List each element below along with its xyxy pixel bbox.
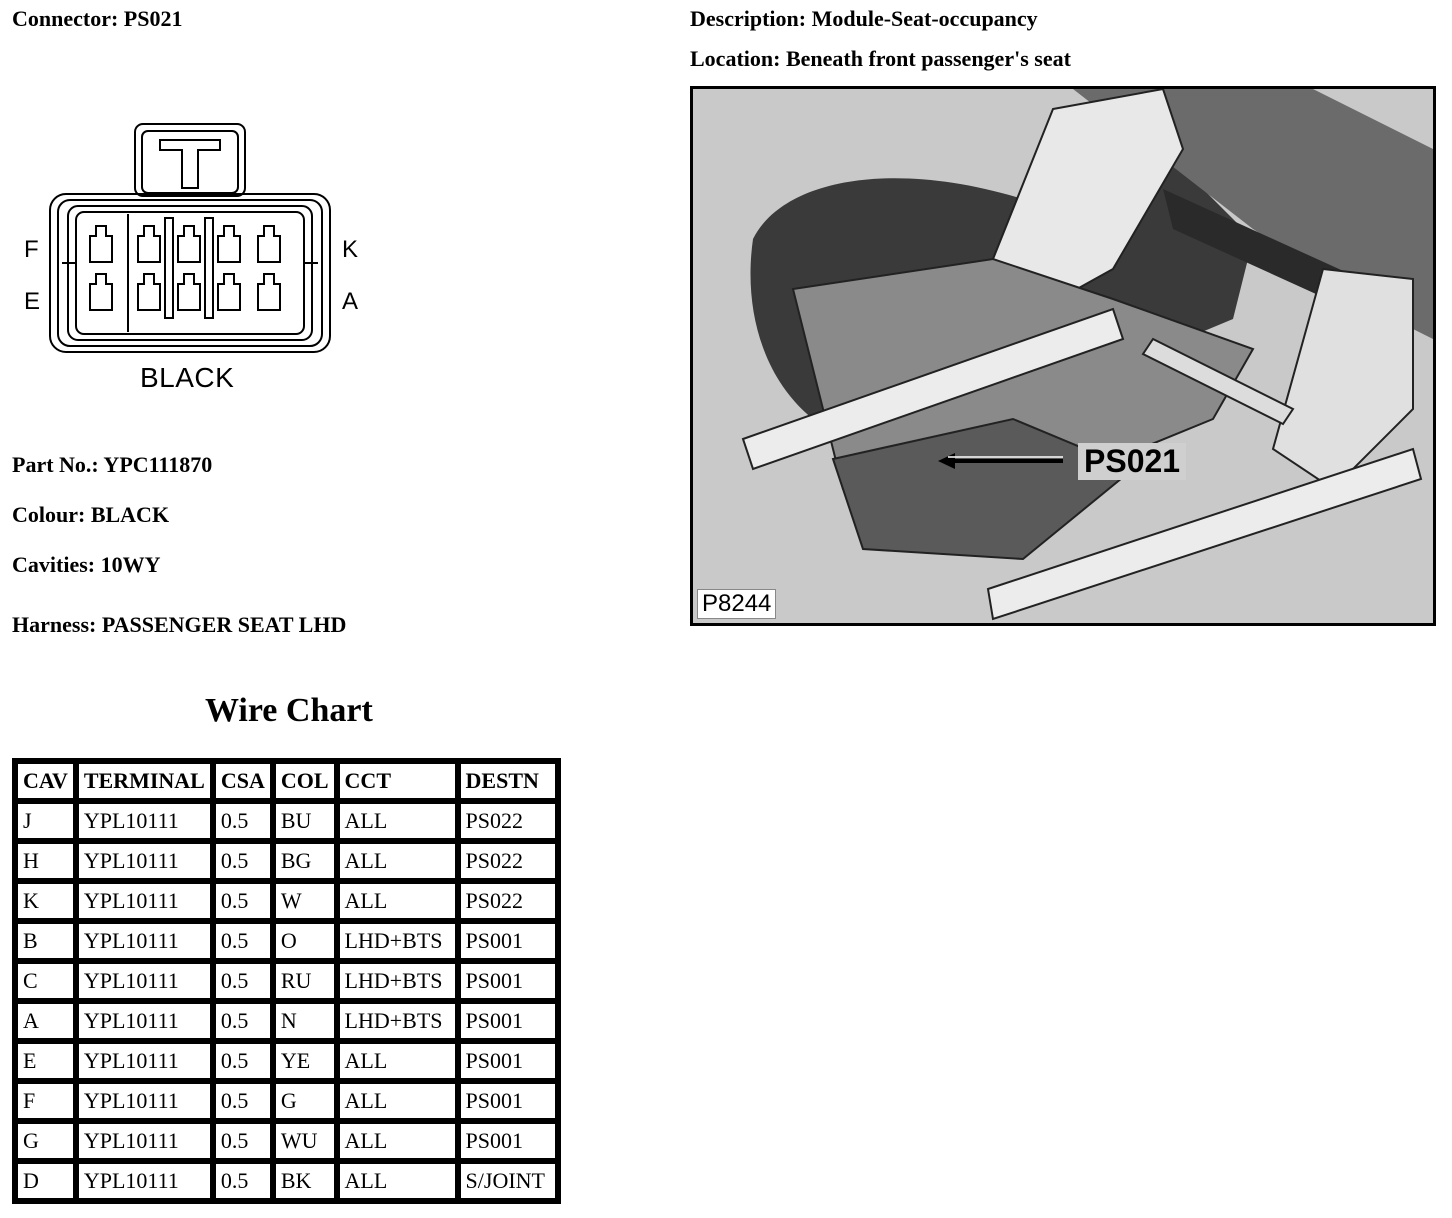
table-cell-col: YE [273, 1041, 337, 1081]
table-row [15, 1041, 558, 1081]
table-cell-cav: B [15, 921, 76, 961]
table-cell-col: W [273, 881, 337, 921]
table-cell-cct: LHD+BTS [337, 961, 458, 1001]
table-cell-destn: S/JOINT [458, 1161, 558, 1201]
table-cell-terminal: YPL10111 [76, 1041, 213, 1081]
location-label: Location: Beneath front passenger's seat [690, 46, 1071, 71]
table-cell-cav: A [15, 1001, 76, 1041]
diagram-caption: BLACK [140, 362, 235, 393]
wire-chart-table [12, 758, 561, 1204]
table-cell-terminal: YPL10111 [76, 921, 213, 961]
table-cell-cct: ALL [337, 1081, 458, 1121]
table-cell-cav: C [15, 961, 76, 1001]
table-cell-destn: PS001 [458, 1001, 558, 1041]
table-cell-cct: ALL [337, 1121, 458, 1161]
table-cell-terminal: YPL10111 [76, 1121, 213, 1161]
table-cell-col: RU [273, 961, 337, 1001]
column-header: CAV [15, 761, 76, 801]
column-header: CSA [213, 761, 273, 801]
table-cell-cct: LHD+BTS [337, 1001, 458, 1041]
table-cell-destn: PS022 [458, 801, 558, 841]
table-cell-cav: G [15, 1121, 76, 1161]
pin-label-e: E [24, 288, 41, 315]
table-cell-cav: D [15, 1161, 76, 1201]
table-cell-csa: 0.5 [213, 801, 273, 841]
table-cell-csa: 0.5 [213, 921, 273, 961]
table-cell-csa: 0.5 [213, 1121, 273, 1161]
table-cell-cav: K [15, 881, 76, 921]
table-cell-col: O [273, 921, 337, 961]
table-row [15, 881, 558, 921]
table-cell-col: BK [273, 1161, 337, 1201]
figure-code: P8244 [697, 589, 776, 619]
table-header-row [15, 761, 558, 801]
column-header: DESTN [458, 761, 558, 801]
description-label: Description: Module-Seat-occupancy [690, 6, 1038, 31]
table-cell-destn: PS001 [458, 921, 558, 961]
table-cell-csa: 0.5 [213, 881, 273, 921]
table-cell-csa: 0.5 [213, 961, 273, 1001]
table-cell-cct: ALL [337, 881, 458, 921]
table-cell-destn: PS001 [458, 1121, 558, 1161]
table-row [15, 921, 558, 961]
pin-label-f: F [24, 236, 39, 263]
table-cell-csa: 0.5 [213, 1041, 273, 1081]
table-row [15, 961, 558, 1001]
table-cell-terminal: YPL10111 [76, 1001, 213, 1041]
table-cell-csa: 0.5 [213, 841, 273, 881]
table-cell-destn: PS022 [458, 881, 558, 921]
table-cell-cct: LHD+BTS [337, 921, 458, 961]
connector-label: Connector: PS021 [12, 6, 183, 31]
table-row [15, 801, 558, 841]
table-cell-col: BU [273, 801, 337, 841]
column-header: COL [273, 761, 337, 801]
table-cell-terminal: YPL10111 [76, 881, 213, 921]
table-cell-csa: 0.5 [213, 1001, 273, 1041]
part-number: Part No.: YPC111870 [12, 452, 213, 477]
table-row [15, 1081, 558, 1121]
table-row [15, 1161, 558, 1201]
table-cell-cct: ALL [337, 1041, 458, 1081]
table-cell-terminal: YPL10111 [76, 841, 213, 881]
table-cell-col: WU [273, 1121, 337, 1161]
colour: Colour: BLACK [12, 502, 170, 527]
seat-location-photo [690, 86, 1436, 626]
table-cell-col: BG [273, 841, 337, 881]
pin-label-k: K [342, 236, 359, 263]
connector-callout: PS021 [1078, 443, 1186, 480]
table-row [15, 1001, 558, 1041]
table-cell-col: G [273, 1081, 337, 1121]
table-cell-destn: PS001 [458, 1041, 558, 1081]
harness: Harness: PASSENGER SEAT LHD [12, 612, 347, 637]
table-row [15, 1121, 558, 1161]
table-cell-csa: 0.5 [213, 1081, 273, 1121]
table-cell-cav: F [15, 1081, 76, 1121]
table-row [15, 841, 558, 881]
cavities: Cavities: 10WY [12, 552, 161, 577]
table-cell-destn: PS001 [458, 1081, 558, 1121]
table-cell-cct: ALL [337, 841, 458, 881]
table-cell-destn: PS001 [458, 961, 558, 1001]
table-cell-cct: ALL [337, 801, 458, 841]
wire-chart-title: Wire Chart [205, 692, 373, 729]
table-cell-terminal: YPL10111 [76, 801, 213, 841]
column-header: CCT [337, 761, 458, 801]
column-header: TERMINAL [76, 761, 213, 801]
table-cell-cav: J [15, 801, 76, 841]
table-cell-destn: PS022 [458, 841, 558, 881]
table-cell-cav: E [15, 1041, 76, 1081]
table-cell-terminal: YPL10111 [76, 1081, 213, 1121]
table-cell-cav: H [15, 841, 76, 881]
table-cell-col: N [273, 1001, 337, 1041]
pin-label-a: A [342, 288, 359, 315]
connector-face-diagram [20, 118, 360, 358]
seat-underside-illustration [693, 89, 1433, 623]
table-cell-csa: 0.5 [213, 1161, 273, 1201]
table-cell-terminal: YPL10111 [76, 1161, 213, 1201]
table-cell-terminal: YPL10111 [76, 961, 213, 1001]
table-cell-cct: ALL [337, 1161, 458, 1201]
